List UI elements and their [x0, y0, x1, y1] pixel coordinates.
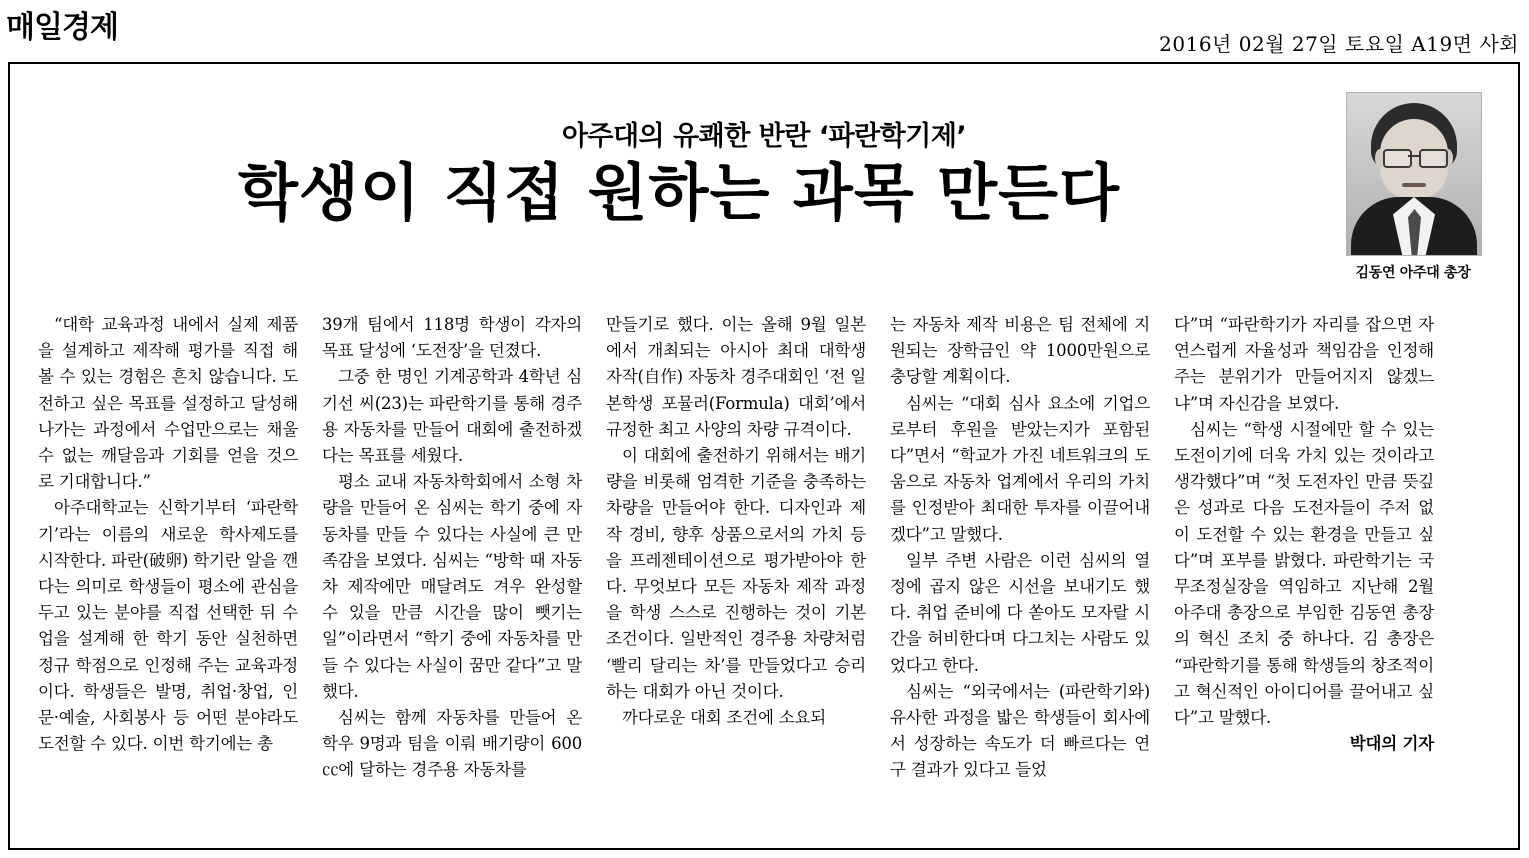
portrait-caption: 김동연 아주대 총장	[1355, 265, 1471, 281]
paragraph: 는 자동차 제작 비용은 팀 전체에 지원되는 장학금인 약 1000만원으로 충당할 계획이다.	[890, 315, 1150, 387]
article-kicker: 아주대의 유쾌한 반란 ‘파란학기제’	[561, 121, 967, 152]
article-headline: 학생이 직접 원하는 과목 만든다	[238, 156, 1120, 229]
article-byline: 박대의 기자	[1349, 734, 1434, 754]
article-column-5	[1174, 312, 1434, 834]
paragraph: 만들기로 했다. 이는 올해 9월 일본에서 개최되는 아시아 최대 대학생 자작(自作) 자동차 경주대회인 ‘전 일본학생 포뮬러(Formula) 대회’에서 규정한 최고 사양의 차량 규격이다.	[606, 315, 866, 439]
article-column-2	[322, 312, 582, 834]
dateline: 2016년 02월 27일 토요일 A19면 사회	[1159, 32, 1519, 56]
article-frame	[8, 62, 1520, 850]
paragraph: 39개 팀에서 118명 학생이 각자의 목표 달성에 ‘도전장’을 던졌다.	[322, 315, 582, 361]
person-photo-icon	[1346, 92, 1482, 256]
article-column-4	[890, 312, 1150, 834]
masthead-title: 매일경제	[6, 10, 118, 45]
paragraph: 다”며 “파란학기가 자리를 잡으면 자연스럽게 자율성과 책임감을 인정해 주는 분위기가 만들어지지 않겠느냐”며 자신감을 보였다.	[1174, 315, 1434, 413]
paragraph: 심씨는 “대회 심사 요소에 기업으로부터 후원을 받았는지가 포함된다”면서 “학교가 가진 네트워크의 도움으로 자동차 업계에서 우리의 가치를 인정받아 최대한 투자를 이끌어내겠다”고 말했다.	[890, 393, 1150, 544]
paragraph: 이 대회에 출전하기 위해서는 배기량을 비롯해 엄격한 기준을 충족하는 차량을 만들어야 한다. 디자인과 제작 경비, 향후 상품으로서의 가치 등을 프레젠테이션으로 평가받아야 한다. 무엇보다 모든 자동차 제작 과정을 학생 스스로 진행하는 것이 기본 조건이다. 일반적인 경주용 차량처럼 ‘빨리 달리는 차’를 만들었다고 승리하는 대회가 아닌 것이다.	[606, 446, 866, 701]
paragraph: 심씨는 함께 자동차를 만들어 온 학우 9명과 팀을 이뤄 배기량이 600㏄에 달하는 경주용 자동차를	[322, 708, 582, 780]
portrait-block	[1346, 92, 1480, 282]
paragraph: 심씨는 “외국에서는 (파란학기와) 유사한 과정을 밟은 학생들이 회사에서 성장하는 속도가 더 빠르다는 연구 결과가 있다고 들었	[890, 681, 1150, 780]
paragraph: 아주대학교는 신학기부터 ‘파란학기’라는 이름의 새로운 학사제도를 시작한다. 파란(破卵) 학기란 알을 깬다는 의미로 학생들이 평소에 관심을 두고 있는 분야를 직접 선택한 뒤 수업을 설계해 한 학기 동안 실천하면 정규 학점으로 인정해 주는 교육과정이다. 학생들은 발명, 취업·창업, 인문·예술, 사회봉사 등 어떤 분야라도 도전할 수 있다. 이번 학기에는 총	[38, 498, 298, 754]
paragraph: 심씨는 “학생 시절에만 할 수 있는 도전이기에 더욱 가치 있는 것이라고 생각했다”며 “첫 도전자인 만큼 뜻깊은 성과로 다음 도전자들이 주저 없이 도전할 수 있는 환경을 만들고 싶다”며 포부를 밝혔다. 파란학기는 국무조정실장을 역임하고 지난해 2월 아주대 총장으로 부임한 김동연 총장의 혁신 조치 중 하나다. 김 총장은 “파란학기를 통해 학생들의 창조적이고 혁신적인 아이디어를 끌어내고 싶다”고 말했다.	[1174, 419, 1434, 728]
paragraph: 평소 교내 자동차학회에서 소형 차량을 만들어 온 심씨는 학기 중에 자동차를 만들 수 있다는 사실에 큰 만족감을 보였다. 심씨는 “방학 때 자동차 제작에만 매달려도 겨우 완성할 수 있을 만큼 시간을 많이 뺏기는 일”이라면서 “학기 중에 자동차를 만들 수 있다는 사실이 꿈만 같다”고 말했다.	[322, 472, 582, 701]
paragraph: “대학 교육과정 내에서 실제 제품을 설계하고 제작해 평가를 직접 해 볼 수 있는 경험은 흔치 않습니다. 도전하고 싶은 목표를 설정하고 달성해 나가는 과정에서 수업만으로는 채울 수 없는 깨달음과 기회를 얻을 것으로 기대합니다.”	[38, 315, 298, 492]
paragraph: 일부 주변 사람은 이런 심씨의 열정에 곱지 않은 시선을 보내기도 했다. 취업 준비에 다 쏟아도 모자랄 시간을 허비한다며 다그치는 사람도 있었다고 한다.	[890, 550, 1150, 675]
paragraph: 까다로운 대회 조건에 소요되	[622, 708, 827, 728]
article-column-3	[606, 312, 866, 834]
paragraph: 그중 한 명인 기계공학과 4학년 심기선 씨(23)는 파란학기를 통해 경주용 자동차를 만들어 대회에 출전하겠다는 목표를 세웠다.	[322, 367, 582, 466]
article-column-1	[38, 312, 298, 834]
article-body-columns	[38, 312, 1494, 834]
